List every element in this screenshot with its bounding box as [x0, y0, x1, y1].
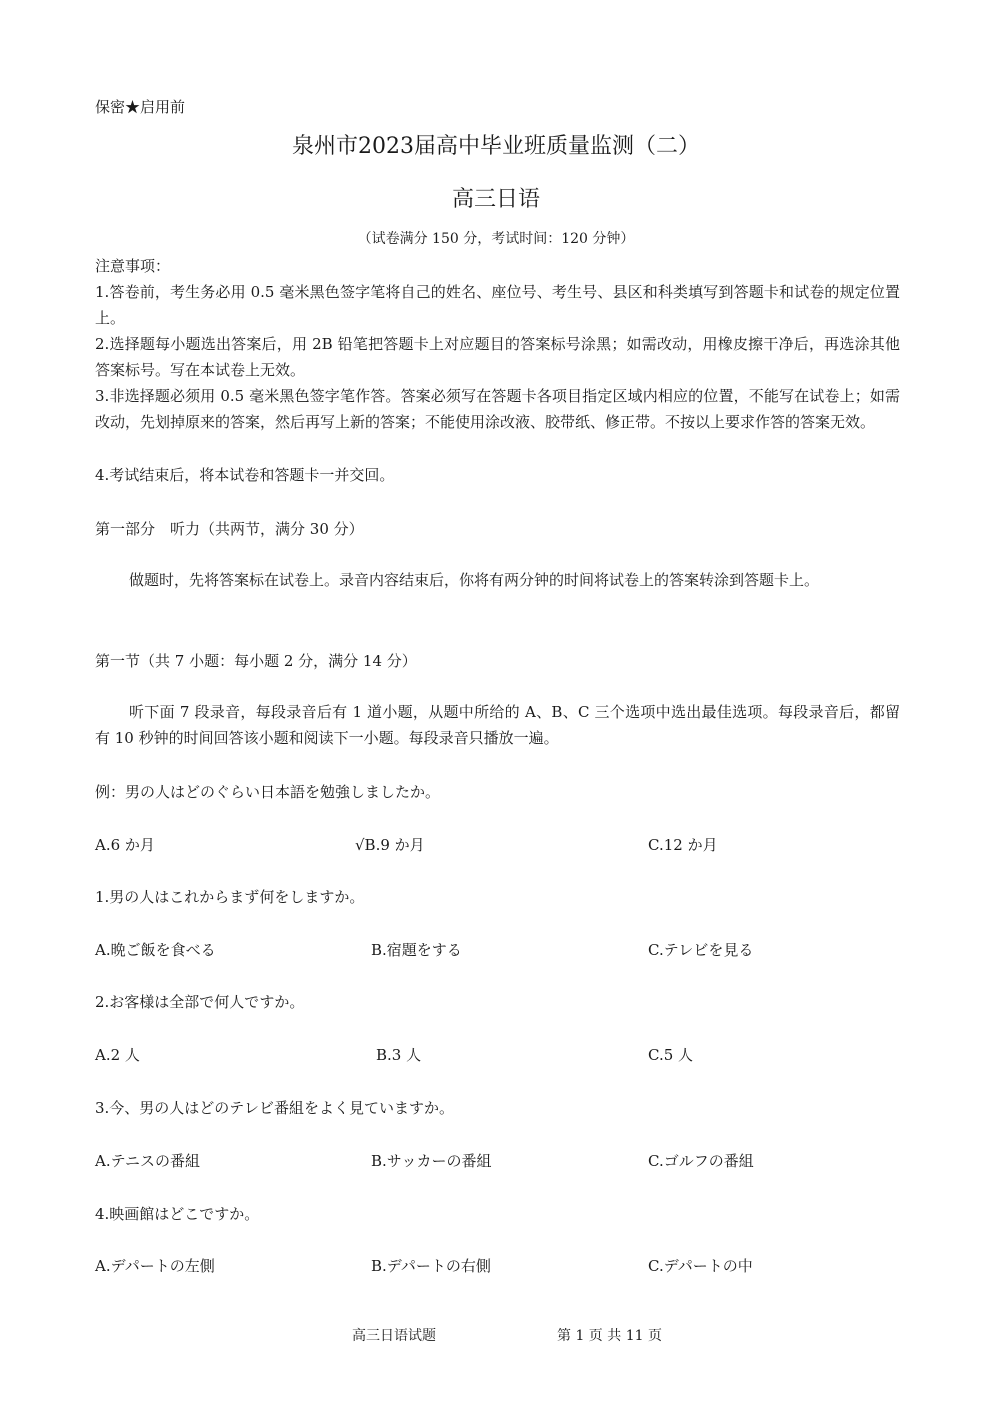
footer-page-number: 第 1 页 共 11 页: [557, 1328, 662, 1344]
question-3: 3.今、男の人はどのテレビ番組をよく見ていますか。: [95, 1099, 455, 1117]
question-1: 1.男の人はこれからまず何をしますか。: [95, 888, 365, 906]
question-1-option-b: B.宿題をする: [371, 941, 462, 959]
question-2-option-b: B.3 人: [376, 1046, 422, 1064]
note-item-2: 2.选择题每小题选出答案后，用 2B 铅笔把答题卡上对应题目的答案标号涂黑；如需改动，用橡皮擦干净后，再选涂其他答案标号。写在本试卷上无效。: [95, 335, 900, 379]
question-3-option-c: C.ゴルフの番組: [648, 1152, 754, 1170]
part1-instruction: 做题时，先将答案标在试卷上。录音内容结束后，你将有两分钟的时间将试卷上的答案转涂到答题卡上。: [129, 571, 820, 589]
example-question: 例：男の人はどのぐらい日本語を勉強しましたか。: [95, 783, 441, 801]
section1-instruction: 听下面 7 段录音，每段录音后有 1 道小题，从题中所给的 A、B、C 三个选项中选出最佳选项。每段录音后，都留有 10 秒钟的时间回答该小题和阅读下一小题。每段录音只播放一遍。: [95, 703, 900, 747]
footer-subject: 高三日语试题: [352, 1328, 436, 1344]
question-4-option-c: C.デパートの中: [648, 1257, 753, 1275]
confidential-label: 保密★启用前: [95, 98, 186, 116]
question-4-option-a: A.デパートの左側: [95, 1257, 215, 1275]
exam-info: （试卷满分 150 分，考试时间：120 分钟）: [357, 231, 635, 247]
question-2-option-a: A.2 人: [95, 1046, 140, 1064]
example-option-a: A.6 か月: [95, 836, 155, 854]
notes-heading: 注意事项：: [95, 257, 171, 275]
exam-title: 泉州市2023届高中毕业班质量监测（二）: [292, 134, 700, 159]
exam-subtitle: 高三日语: [451, 187, 540, 212]
question-4-option-b: B.デパートの右側: [371, 1257, 491, 1275]
note-item-1: 1.答卷前，考生务必用 0.5 毫米黑色签字笔将自己的姓名、座位号、考生号、县区和科类填写到答题卡和试卷的规定位置上。: [95, 283, 900, 327]
example-option-b: √B.9 か月: [355, 836, 425, 854]
question-4: 4.映画館はどこですか。: [95, 1205, 260, 1223]
note-item-4: 4.考试结束后，将本试卷和答题卡一并交回。: [95, 466, 395, 484]
question-2: 2.お客様は全部で何人ですか。: [95, 993, 305, 1011]
question-1-option-c: C.テレビを見る: [648, 941, 754, 959]
part1-heading: 第一部分 听力（共两节，满分 30 分）: [95, 520, 364, 538]
section1-heading: 第一节（共 7 小题：每小题 2 分，满分 14 分）: [95, 652, 417, 670]
question-3-option-a: A.テニスの番組: [95, 1152, 201, 1170]
note-item-3: 3.非选择题必须用 0.5 毫米黑色签字笔作答。答案必须写在答题卡各项目指定区域内相应的位置，不能写在试卷上；如需改动，先划掉原来的答案，然后再写上新的答案；不能使用涂改液、胶带纸、修正带。不按以上要求作答的答案无效。: [95, 387, 900, 431]
question-1-option-a: A.晩ご飯を食べる: [95, 941, 216, 959]
example-option-c: C.12 か月: [648, 836, 718, 854]
question-2-option-c: C.5 人: [648, 1046, 694, 1064]
question-3-option-b: B.サッカーの番組: [371, 1152, 492, 1170]
